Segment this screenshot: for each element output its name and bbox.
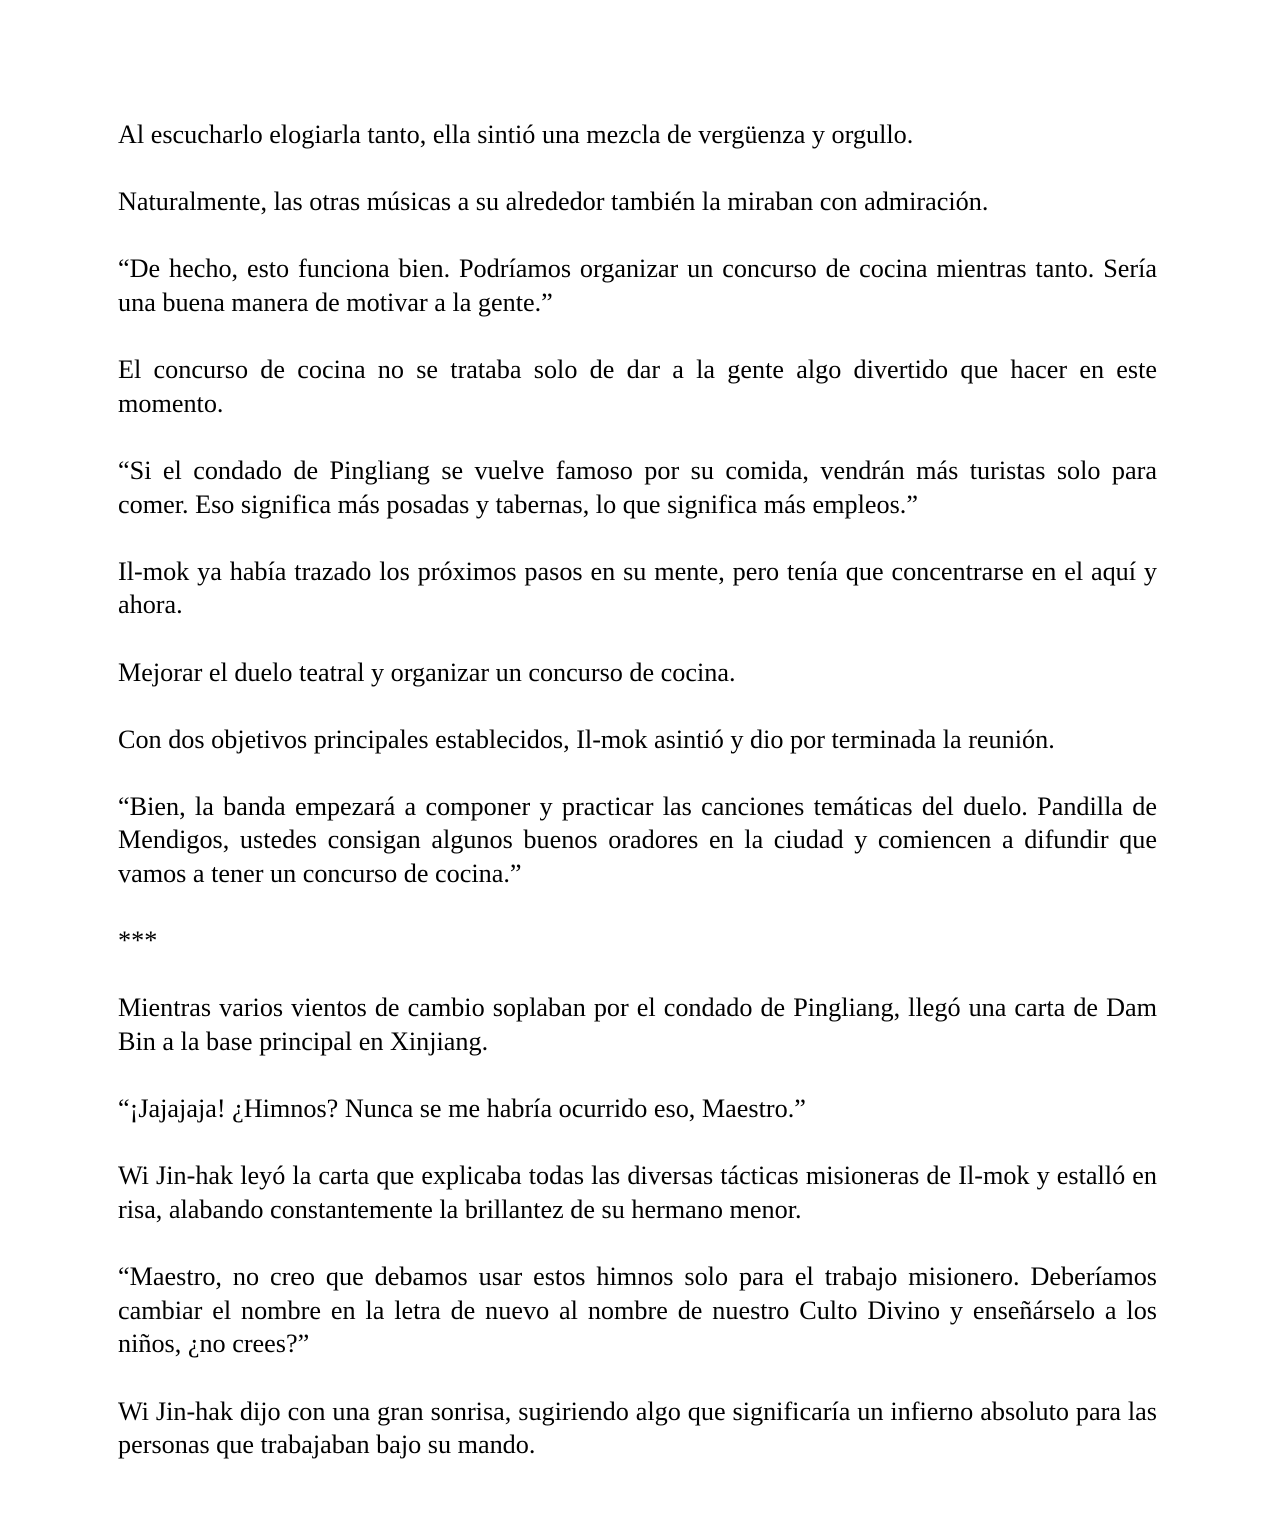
paragraph-4: El concurso de cocina no se trataba solo de dar a la gente algo divertido que hacer en este momento. xyxy=(118,355,1157,418)
paragraph-13: “Maestro, no creo que debamos usar estos himnos solo para el trabajo misionero. Deberíamos cambiar el nombre en la letra de nuevo al nombre de nuestro Culto Divino y enseñárselo a los niños, ¿no crees?” xyxy=(118,1262,1157,1359)
paragraph-11: “¡Jajajaja! ¿Himnos? Nunca se me habría ocurrido eso, Maestro.” xyxy=(118,1094,806,1124)
paragraph-7: Mejorar el duelo teatral y organizar un concurso de cocina. xyxy=(118,657,736,687)
paragraph-5: “Si el condado de Pingliang se vuelve famoso por su comida, vendrán más turistas solo para comer. Eso significa más posadas y tabernas, lo que significa más empleos.” xyxy=(118,455,1157,519)
paragraph-10: Mientras varios vientos de cambio soplaban por el condado de Pingliang, llegó una carta de Dam Bin a la base principal en Xinjiang. xyxy=(118,993,1157,1057)
paragraph-6: Il-mok ya había trazado los próximos pasos en su mente, pero tenía que concentrarse en el aquí y ahora. xyxy=(118,556,1157,620)
paragraph-3: “De hecho, esto funciona bien. Podríamos organizar un concurso de cocina mientras tanto. Sería una buena manera de motivar a la gente.” xyxy=(118,254,1157,317)
paragraph-8: Con dos objetivos principales establecidos, Il-mok asintió y dio por terminada la reunión. xyxy=(118,724,1055,754)
paragraph-2: Naturalmente, las otras músicas a su alrededor también la miraban con admiración. xyxy=(118,187,989,217)
section-break: *** xyxy=(118,926,158,956)
paragraph-14: Wi Jin-hak dijo con una gran sonrisa, sugiriendo algo que significaría un infierno absoluto para las personas que trabajaban bajo su mando. xyxy=(118,1396,1157,1460)
paragraph-12: Wi Jin-hak leyó la carta que explicaba todas las diversas tácticas misioneras de Il-mok y estalló en risa, alabando constantemente la brillantez de su hermano menor. xyxy=(118,1161,1157,1224)
paragraph-1: Al escucharlo elogiarla tanto, ella sintió una mezcla de vergüenza y orgullo. xyxy=(118,120,914,149)
document-page xyxy=(118,118,1157,1495)
paragraph-9: “Bien, la banda empezará a componer y practicar las canciones temáticas del duelo. Pandilla de Mendigos, ustedes consigan algunos buenos oradores en la ciudad y comiencen a difundir que vamos a tener un concurso de cocina.” xyxy=(118,791,1157,889)
